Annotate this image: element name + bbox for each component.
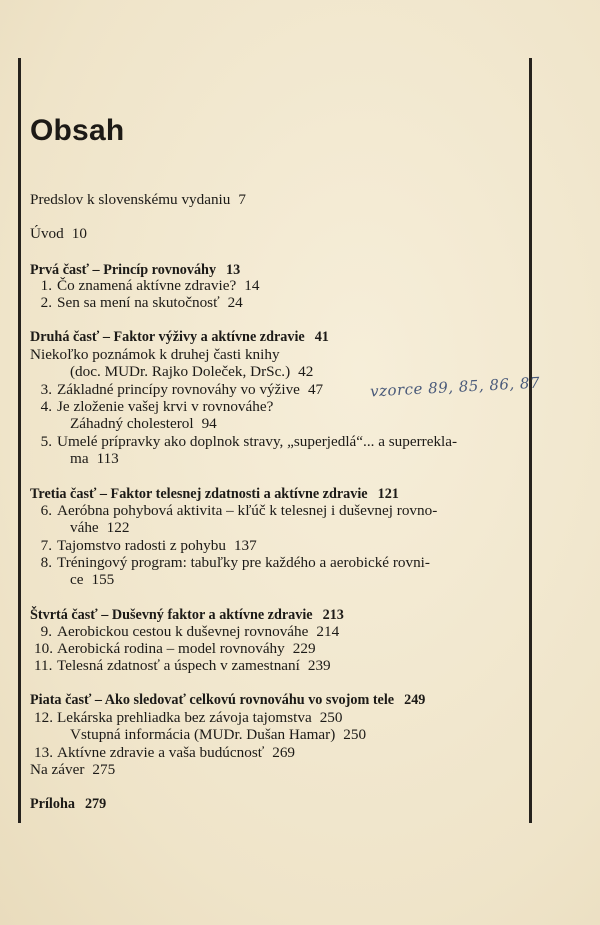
entry-label: Aerobická rodina – model rovnováhy [57, 640, 285, 657]
toc-entry-9[interactable] [30, 623, 530, 640]
entry-page: 7 [238, 191, 246, 208]
entry-page: 229 [292, 640, 316, 657]
toc-entry-12-sub[interactable] [30, 726, 566, 743]
entry-label: ma [70, 450, 89, 467]
entry-number: 6. [40, 502, 52, 519]
entry-page: 214 [316, 623, 340, 640]
toc-entry-10[interactable] [30, 640, 530, 657]
part-label: Piata časť – Ako sledovať celkovú rovnováhu vo svojom tele [30, 692, 395, 708]
entry-label: Čo znamená aktívne zdravie? [57, 277, 237, 294]
entry-label: Telesná zdatnosť a úspech v zamestnaní [57, 657, 300, 674]
entry-label: Na záver [30, 761, 85, 778]
entry-number: 8. [40, 554, 52, 571]
entry-label: Vstupná informácia (MUDr. Dušan Hamar) [70, 726, 336, 743]
entry-label: Lekárska prehliadka bez závoja tajomstva [57, 709, 312, 726]
toc-entry-8-cont[interactable] [30, 571, 566, 588]
entry-page: 113 [96, 450, 119, 467]
entry-number: 13. [34, 744, 53, 761]
entry-label: Niekoľko poznámok k druhej časti knihy [30, 346, 280, 363]
part-page: 41 [314, 329, 329, 345]
entry-page: 10 [71, 225, 87, 242]
part-label: Štvrtá časť – Duševný faktor a aktívne zdravie [30, 607, 313, 623]
entry-page: 155 [91, 571, 115, 588]
handwritten-annotation: vzorce 89, 85, 86, 87 [369, 373, 541, 401]
entry-label: váhe [70, 519, 99, 536]
entry-page: 269 [272, 744, 296, 761]
entry-number: 3. [40, 381, 52, 398]
entry-label: Tajomstvo radosti z pohybu [57, 537, 226, 554]
entry-label: Aeróbna pohybová aktivita – kľúč k telesnej i duševnej rovno- [57, 502, 438, 519]
entry-page: 122 [106, 519, 130, 536]
entry-page: 275 [92, 761, 116, 778]
entry-page: 14 [244, 277, 260, 294]
toc-part-3[interactable] [30, 486, 526, 503]
entry-label: (doc. MUDr. Rajko Doleček, DrSc.) [70, 363, 291, 380]
toc-part-2[interactable] [30, 329, 526, 346]
toc-entry-5-cont[interactable] [30, 450, 566, 467]
entry-label: Úvod [30, 225, 64, 242]
entry-number: 4. [40, 398, 52, 415]
entry-number: 12. [34, 709, 53, 726]
toc-entry-appendix[interactable] [30, 796, 526, 813]
entry-page: 239 [307, 657, 331, 674]
toc-entry-5[interactable] [30, 433, 530, 450]
part-page: 249 [404, 692, 426, 708]
entry-number: 10. [34, 640, 53, 657]
toc-entry-3[interactable] [30, 381, 530, 398]
entry-page: 250 [319, 709, 343, 726]
toc-part-4[interactable] [30, 607, 526, 624]
toc-entry-6[interactable] [30, 502, 530, 519]
entry-number: 1. [40, 277, 52, 294]
entry-number: 7. [40, 537, 52, 554]
entry-label: Sen sa mení na skutočnosť [57, 294, 220, 311]
part-label: Druhá časť – Faktor výživy a aktívne zdravie [30, 329, 305, 345]
entry-label: Základné princípy rovnováhy vo výžive [57, 381, 300, 398]
toc-entry-12[interactable] [30, 709, 530, 726]
entry-label: Tréningový program: tabuľky pre každého a aerobické rovni- [57, 554, 430, 571]
entry-label: Je zloženie vašej krvi v rovnováhe? [57, 398, 274, 415]
entry-number: 11. [34, 657, 53, 674]
entry-label: Záhadný cholesterol [70, 415, 194, 432]
entry-page: 250 [343, 726, 367, 743]
part-label: Príloha [30, 796, 75, 812]
toc-entry-13[interactable] [30, 744, 530, 761]
entry-number: 2. [40, 294, 52, 311]
toc-entry-conclusion[interactable] [30, 761, 526, 778]
toc-note-line2[interactable] [30, 363, 566, 380]
toc-part-5[interactable] [30, 692, 526, 709]
entry-label: ce [70, 571, 84, 588]
entry-page: 47 [307, 381, 324, 398]
entry-number: 5. [40, 433, 52, 450]
toc-entry-2[interactable] [30, 294, 530, 311]
entry-number: 9. [40, 623, 52, 640]
part-page: 121 [377, 486, 399, 502]
entry-label: Predslov k slovenskému vydaniu [30, 191, 231, 208]
part-label: Tretia časť – Faktor telesnej zdatnosti a aktívne zdravie [30, 486, 368, 502]
toc-entry-intro[interactable] [30, 225, 526, 242]
page-title: Obsah [30, 114, 125, 147]
part-page: 13 [226, 262, 241, 278]
entry-page: 42 [298, 363, 314, 380]
toc-entry-6-cont[interactable] [30, 519, 566, 536]
toc-entry-11[interactable] [30, 657, 530, 674]
entry-page: 24 [227, 294, 243, 311]
toc-entry-8[interactable] [30, 554, 530, 571]
entry-label: Aerobickou cestou k duševnej rovnováhe [57, 623, 309, 640]
left-vertical-rule [18, 58, 21, 823]
entry-page: 94 [201, 415, 217, 432]
part-page: 213 [322, 607, 344, 623]
toc-entry-7[interactable] [30, 537, 530, 554]
entry-page: 137 [233, 537, 257, 554]
toc-entry-4[interactable] [30, 398, 530, 415]
toc-note-line1[interactable] [30, 346, 526, 363]
entry-label: Aktívne zdravie a vaša budúcnosť [57, 744, 265, 761]
toc-entry-preface[interactable] [30, 191, 526, 208]
entry-label: Umelé prípravky ako doplnok stravy, „superjedlá“... a superrekla- [57, 433, 458, 450]
part-page: 279 [84, 796, 107, 812]
part-label: Prvá časť – Princíp rovnováhy [30, 262, 217, 278]
toc-entry-1[interactable] [30, 277, 530, 294]
toc-entry-4-cont[interactable] [30, 415, 566, 432]
